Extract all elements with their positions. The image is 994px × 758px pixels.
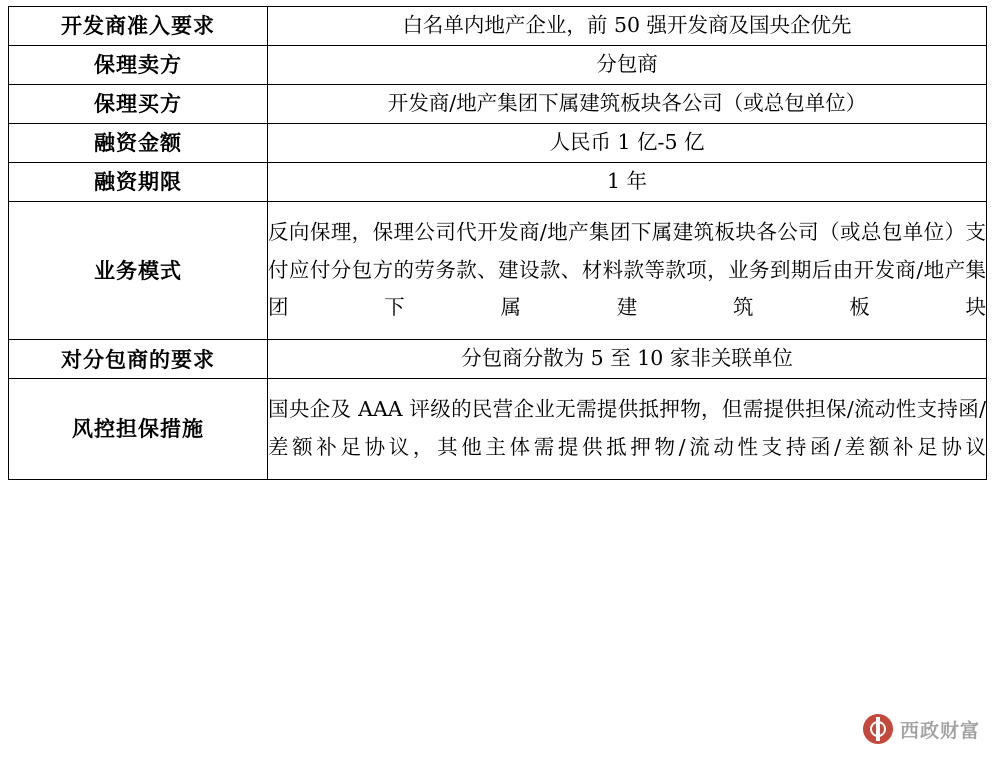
row-value: 1 年 [268, 162, 987, 201]
product-terms-table [8, 6, 987, 480]
watermark-label: 西政财富 [899, 719, 980, 742]
table-row [9, 162, 987, 201]
table-row [9, 45, 987, 84]
row-value: 分包商 [268, 45, 987, 84]
row-value: 分包商分散为 5 至 10 家非关联单位 [268, 340, 987, 379]
row-label: 业务模式 [9, 201, 268, 340]
row-label: 开发商准入要求 [9, 7, 268, 46]
table-row [9, 123, 987, 162]
table-row [9, 340, 987, 379]
watermark [863, 714, 980, 744]
row-value: 白名单内地产企业，前 50 强开发商及国央企优先 [268, 7, 987, 46]
row-label: 保理买方 [9, 84, 268, 123]
row-value: 国央企及 AAA 评级的民营企业无需提供抵押物，但需提供担保/流动性支持函/差额补足协议，其他主体需提供抵押物/流动性支持函/差额补足协议 [268, 379, 987, 480]
row-value: 人民币 1 亿-5 亿 [268, 123, 987, 162]
table-body [9, 7, 987, 480]
table-row [9, 84, 987, 123]
row-label: 风控担保措施 [9, 379, 268, 480]
row-label: 保理卖方 [9, 45, 268, 84]
row-value: 反向保理，保理公司代开发商/地产集团下属建筑板块各公司（或总包单位）支付应付分包方的劳务款、建设款、材料款等款项，业务到期后由开发商/地产集团下属建筑板块 [268, 201, 987, 340]
table-row [9, 7, 987, 46]
circle-brand-icon [863, 714, 893, 744]
table-row [9, 201, 987, 340]
document-body [8, 6, 986, 480]
table-row [9, 379, 987, 480]
row-label: 融资金额 [9, 123, 268, 162]
row-value: 开发商/地产集团下属建筑板块各公司（或总包单位） [268, 84, 987, 123]
row-label: 对分包商的要求 [9, 340, 268, 379]
row-label: 融资期限 [9, 162, 268, 201]
